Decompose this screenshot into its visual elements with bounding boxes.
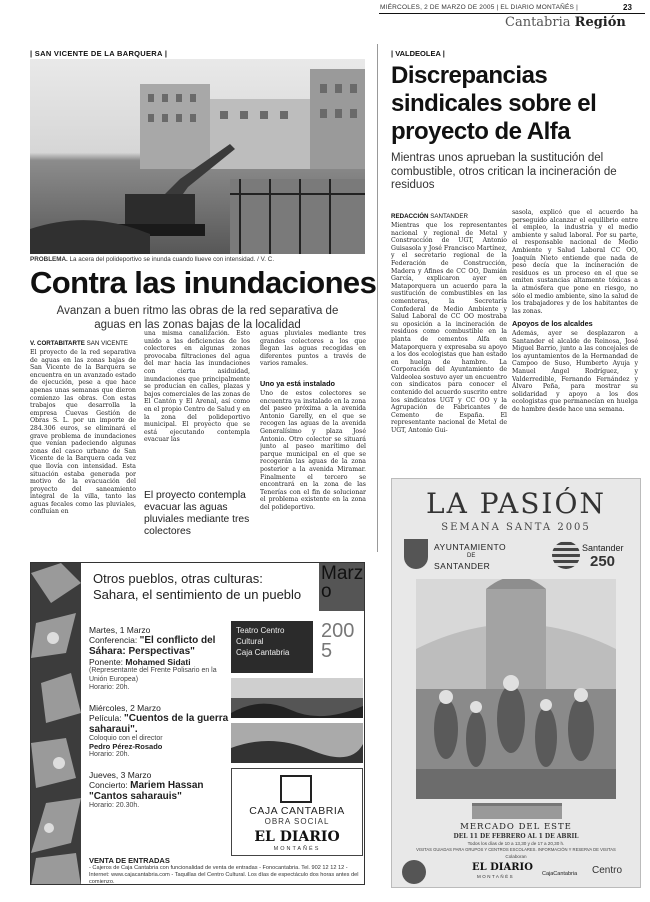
collab-logo-seal <box>402 860 426 884</box>
event-1-speaker-label: Ponente: <box>89 657 124 667</box>
ayto-line2: DE <box>467 553 476 559</box>
event-1-note: (Representante del Frente Polisario en la Unión Europea) <box>89 667 217 683</box>
event-3-date: Jueves, 3 Marzo <box>89 770 152 780</box>
event-2-speaker-label: Coloquio con el director <box>89 735 163 742</box>
event-1-time: Horario: 20h. <box>89 684 130 691</box>
ad-sahara-pattern <box>31 563 81 885</box>
section-title <box>505 15 626 30</box>
ad-venue-1: Teatro Centro <box>236 626 285 635</box>
santander-label: Santander <box>582 543 624 553</box>
event-2 <box>89 703 229 758</box>
event-2-type <box>89 713 229 735</box>
right-col1: Mientras que los representantes nacional y regional de Metal y Construcción de UGT, Antonio Guisasola y José Francisco Martínez, y el secretario regional de la Federación de Construcción, Madera y Afines de CC OO, Damián García, explicaron ayer en Mataporquera un acuerdo para la sustitución de combustibles en las cementeras, la Secretaría Confederal de Medio Ambiente y Salud Laboral de CC OO mostraba su oposición a la incineración de residuos como combustible en la planta de cementos Alfa en Mataporquera y expresaba su apoyo a los dos ecologistas que han estado en huelga de hambre. La Corporación del Ayuntamiento de Valdeolea sostuvo ayer un encuentro con sindicatos para conocer el contenido del acuerdo suscrito entre los sindicatos UGT y CC OO y la Agrupación de Fabricantes de Cemento de España. El representante nacional de Metal de UGT, Antonio Gui- <box>391 222 507 435</box>
ad-desert-photos <box>231 678 363 763</box>
ad-sahara <box>30 562 365 885</box>
market-hours: Todos los días de 10 a 13,30 y de 17 a 20,30 h. <box>467 841 565 846</box>
event-3 <box>89 770 229 809</box>
collab-logo-caja: CajaCantabria <box>542 871 578 877</box>
left-pullquote: El proyecto contempla evacuar las aguas pluviales mediante tres colectores <box>144 490 250 537</box>
right-kicker: | VALDEOLEA | <box>391 49 445 58</box>
collab-label: Colaboran <box>505 854 527 859</box>
right-headline: Discrepancias sindicales sobre el proyecto de Alfa <box>391 62 597 145</box>
event-3-time: Horario: 20.30h. <box>89 802 140 809</box>
section-name: Cantabria <box>505 15 571 30</box>
santander-stripes <box>552 541 580 569</box>
event-1-speaker <box>89 657 229 667</box>
santander-num: 250 <box>590 553 616 570</box>
header-rule <box>379 13 645 14</box>
sponsor1-line1: CAJA CANTABRIA <box>249 805 345 817</box>
sponsor2-line2: MONTAÑÉS <box>273 846 321 852</box>
event-1 <box>89 625 229 691</box>
event-1-date: Martes, 1 Marzo <box>89 625 151 635</box>
left-col2: una misma canalización. Esto unido a las deficiencias de los colectores en algunas zonas provocaba filtraciones del agua del mar hacia las inundaciones con cierta asiduidad, inundaciones que principalmente se producían en calles, plazas y bajos comerciales de las zonas de El Cantón y El Arenal, así como en el propio Centro de Salud y en la zona del polideportivo municipal. El proyecto que se está ejecutando contempla evacuar las <box>144 330 250 444</box>
construction-photo <box>30 59 365 254</box>
ad-month: Marzo <box>321 563 364 602</box>
left-kicker: | SAN VICENTE DE LA BARQUERA | <box>30 49 168 58</box>
photo-caption <box>30 256 365 263</box>
sale-title: VENTA DE ENTRADAS <box>89 856 170 865</box>
left-kicker-text: SAN VICENTE DE LA BARQUERA <box>34 49 163 58</box>
ad-year: 2005 <box>321 620 355 662</box>
left-col3b: Uno de estos colectores se encuentra ya instalado en la zona del paseo próxima a la avenida Antonio Garelly, en el que se recogen las aguas de la avenida Generalísimo y plaza José Antonio. Otro colector se situará junto al paseo marítimo del parque municipal en el que se recogerán las aguas de la zona posterior a la avenida Miramar. Finalmente el tercero se encontrará en la zona de las Tenerías con el fin de solucionar el problema existente en la zona del polideportivo. <box>260 390 366 511</box>
event-2-speaker: Pedro Pérez-Rosado <box>89 742 163 751</box>
section-name-bold: Región <box>574 15 626 30</box>
collab-logo-centro: Centro <box>592 865 623 876</box>
right-col2-sub: Apoyos de los alcaldes <box>512 319 593 328</box>
sponsor2-line1: EL DIARIO <box>254 829 340 845</box>
sale-text: - Cajeros de Caja Cantabria con funcionalidad de venta de entradas - Fonocantabria. Tel. 902 12 12 12 - Internet: www.cajacantabria.com - Taquillas del Centro Cultural. Los días de espectáculo dos horas antes del comienzo. <box>89 865 359 885</box>
right-col2b: Además, ayer se desplazaron a Santander el alcalde de Reinosa, José Miguel Barrio, junto a las concejales de los ayuntamientos de la Hermandad de Campoo de Suso, Humberto Ayuja y Manuel Ángel Rodríguez, y Valderredible, Fernando Fernández y Álvaro Peña, para mostrar su solidaridad y apoyo a los dos ecologistas que permanecían en huelga de hambre desde hace una semana. <box>512 330 638 413</box>
pasion-subtitle: SEMANA SANTA 2005 <box>441 522 591 533</box>
left-byline-name: V. CORTABITARTE <box>30 340 85 347</box>
caption-lead: PROBLEMA. <box>30 256 68 263</box>
left-col3a: aguas pluviales mediante tres grandes colectores a los que llegan las aguas recogidas en diferentes puntos a través de varios ramales. <box>260 330 366 368</box>
event-2-date: Miércoles, 2 Marzo <box>89 703 161 713</box>
market-name: MERCADO DEL ESTE <box>460 822 572 832</box>
ad-venue-2: Cultural <box>236 637 264 646</box>
market-dates: DEL 11 DE FEBRERO AL 1 DE ABRIL <box>453 833 579 840</box>
page-number: 23 <box>623 3 632 12</box>
event-2-type-label: Película: <box>89 713 122 723</box>
ad-events <box>89 625 229 809</box>
right-byline <box>391 213 468 220</box>
left-byline-place: SAN VICENTE <box>86 340 128 347</box>
market-visits: VISITAS GUIADAS PARA GRUPOS Y CENTROS ESCOLARES. INFORMACIÓN Y RESERVA DE VISITAS <box>416 847 616 852</box>
ad-venue-3: Caja Cantabria <box>236 648 290 657</box>
left-headline: Contra las inundaciones <box>30 265 377 300</box>
right-kicker-text: VALDEOLEA <box>395 49 441 58</box>
left-byline <box>30 340 128 347</box>
sponsor-box <box>231 768 363 856</box>
left-subhead: Avanzan a buen ritmo las obras de la red separativa de aguas en las zonas bajas de la localidad <box>56 305 339 331</box>
market-building <box>472 803 562 819</box>
collab-logo-diario-sub: MONTAÑÉS <box>477 874 515 879</box>
event-3-type <box>89 780 229 802</box>
event-2-title: "Cuentos de la guerra saharaui". <box>89 713 229 735</box>
right-byline-name: REDACCIÓN <box>391 213 429 220</box>
caja-cantabria-logo <box>280 775 312 803</box>
caption-text: La acera del polideportivo se inunda cuando llueve con intensidad. / V. C. <box>69 256 275 263</box>
ad-pasion <box>391 478 641 888</box>
pasion-painting <box>416 579 616 799</box>
event-1-type-label: Conferencia: <box>89 635 138 645</box>
event-1-speaker-name: Mohamed Sidati <box>125 657 191 667</box>
ayto-line3: SANTANDER <box>434 561 491 571</box>
ad-title-2: Sahara, el sentimiento de un pueblo <box>93 587 302 602</box>
column-divider <box>377 44 378 552</box>
right-subhead: Mientras unos aprueban la sustitución del combustible, otros critican la incineración de residuos <box>391 152 617 191</box>
event-2-time: Horario: 20h. <box>89 751 130 758</box>
right-col2a: sasola, explicó que el acuerdo ha perseguido alcanzar el equilibrio entre el empleo, la industria y el medio ambiente y salud laboral. Por su parte, el responsable nacional de Medio Ambiente y Salud Laboral CC OO, Joaquín Nieto entiende que nada de peso decía que la incineración de residuos es un proceso en el que se emiten sustancias altamente tóxicas a la atmósfera que pone en riesgo, no sólo el medio ambiente, sino la salud de los trabajadores y de los habitantes de las zonas. <box>512 209 638 315</box>
construction-photo-art <box>30 59 365 254</box>
pasion-title: LA PASIÓN <box>426 487 606 520</box>
event-3-type-label: Concierto: <box>89 780 128 790</box>
header-date-line: MIÉRCOLES, 2 DE MARZO DE 2005 | EL DIARIO MONTAÑÉS | <box>380 4 578 11</box>
left-col1: El proyecto de la red separativa de aguas en las zonas bajas de San Vicente de la Barquera se encuentra en un avanzado estado de ejecución, pese a que hace apenas unas semanas que dieron comienzo las obras. Con estas trabajos que desarrolla la empresa Cuevas Gestión de Obras S. L. por un importe de 284.306 euros, se eliminará el grave problema de inundaciones que venían padeciendo algunas zonas del casco urbano de San Vicente de la Barquera cada vez que llovía con intensidad. Esta situación estaba generada por motivo de la evacuación del proyecto del saneamiento integral de la villa, tanto las aguas fecales como las pluviales, confluían en <box>30 349 136 516</box>
ad-title-1: Otros pueblos, otras culturas: <box>93 571 263 586</box>
event-1-type <box>89 635 229 657</box>
ayuntamiento-crest <box>404 539 428 569</box>
right-byline-place: SANTANDER <box>430 213 468 220</box>
event-1-title: "El conflicto del Sáhara: Perspectivas" <box>89 635 216 657</box>
collab-logo-diario: EL DIARIO <box>472 862 533 873</box>
santander-250-logo <box>552 539 632 575</box>
left-col3-sub: Uno ya está instalado <box>260 379 336 388</box>
ayto-line1: AYUNTAMIENTO <box>434 542 507 552</box>
event-3-title: Mariem Hassan "Cantos saharauis" <box>89 780 204 802</box>
sponsor1-line2: OBRA SOCIAL <box>264 817 330 826</box>
